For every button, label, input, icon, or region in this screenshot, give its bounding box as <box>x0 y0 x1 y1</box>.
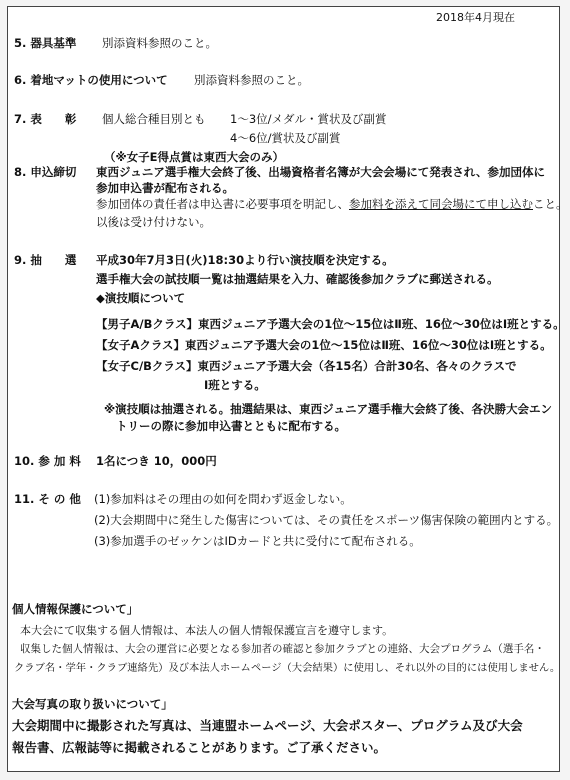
item7-note: （※女子E得点賞は東西大会のみ） <box>104 150 285 164</box>
photo-line2: 報告書、広報誌等に掲載されることがあります。ご了承ください。 <box>12 740 387 755</box>
item9-label: 9. 抽 選 <box>14 253 77 267</box>
item8-line3-prefix: 参加団体の責任者は申込書に必要事項を明記し、 <box>96 197 349 211</box>
privacy-line1: 本大会にて収集する個人情報は、本法人の個人情報保護宣言を遵守します。 <box>20 624 394 637</box>
privacy-line2: 収集した個人情報は、大会の運営に必要となる参加者の確認と参加クラブとの連絡、大会プログラム（選手名・ <box>20 643 545 655</box>
item7-label: 7. 表 彰 <box>14 112 77 126</box>
item11-line3: (3)参加選手のゼッケンはIDカードと共に受付にて配布される。 <box>94 534 421 548</box>
privacy-line3: クラブ名・学年・クラブ連絡先）及び本法人ホームページ（大会結果）に使用し、それ以外の目的には使用しません。 <box>14 662 561 674</box>
item10-text: 1名につき 10，000円 <box>96 454 217 468</box>
item8-line4: 以後は受け付けない。 <box>96 215 211 229</box>
item8-line2: 参加申込書が配布される。 <box>96 181 234 195</box>
item6-text: 別添資料参照のこと。 <box>194 73 309 87</box>
item8-line3 <box>96 197 568 211</box>
item9-line8: ※演技順は抽選される。抽選結果は、東西ジュニア選手権大会終了後、各決勝大会エン <box>104 402 552 416</box>
item7-line1: 1～3位/メダル・賞状及び副賞 <box>230 112 387 126</box>
photo-line1: 大会期間中に撮影された写真は、当連盟ホームページ、大会ポスター、プログラム及び大会 <box>12 718 523 733</box>
item8-line3-suffix: こと。 <box>533 197 568 211</box>
item8-line3-underlined: 参加料を添えて同会場にて申し込む <box>349 197 533 211</box>
item11-label: 11. そ の 他 <box>14 492 81 506</box>
item9-line2: 選手権大会の試技順一覧は抽選結果を入力、確認後参加クラブに郵送される。 <box>96 272 499 286</box>
document-date: 2018年4月現在 <box>436 11 515 24</box>
item5-label: 5. 器具基準 <box>14 36 77 50</box>
item10-label: 10. 参 加 料 <box>14 454 81 468</box>
item8-line1: 東西ジュニア選手権大会終了後、出場資格者名簿が大会会場にて発表され、参加団体に <box>96 165 545 179</box>
item5-text: 別添資料参照のこと。 <box>102 36 217 50</box>
item7-text: 個人総合種目別とも <box>102 112 206 126</box>
photo-title: 大会写真の取り扱いについて」 <box>12 697 173 711</box>
item9-line1: 平成30年7月3日(火)18:30より行い演技順を決定する。 <box>96 253 394 267</box>
item9-line9: トリーの際に参加申込書とともに配布する。 <box>116 419 346 433</box>
item8-label: 8. 申込締切 <box>14 165 77 179</box>
item9-line5: 【女子Aクラス】東西ジュニア予選大会の1位～15位はⅡ班、16位～30位はⅠ班とする。 <box>96 338 552 352</box>
item11-line1: (1)参加料はその理由の如何を問わず返金しない。 <box>94 492 352 506</box>
item9-line7: Ⅰ班とする。 <box>204 378 266 392</box>
privacy-title: 個人情報保護について」 <box>12 602 139 616</box>
document-page <box>7 6 568 772</box>
item11-line2: (2)大会期間中に発生した傷害については、その責任をスポーツ傷害保険の範囲内とする。 <box>94 513 559 527</box>
item9-line4: 【男子A/Bクラス】東西ジュニア予選大会の1位～15位はⅡ班、16位～30位はⅠ班とする。 <box>96 317 565 331</box>
item6-label: 6. 着地マットの使用について <box>14 73 168 87</box>
item9-line3: ◆演技順について <box>96 291 186 305</box>
item9-line6: 【女子C/Bクラス】東西ジュニア予選大会（各15名）合計30名、各々のクラスで <box>96 359 517 373</box>
item7-line2: 4～6位/賞状及び副賞 <box>230 131 341 145</box>
